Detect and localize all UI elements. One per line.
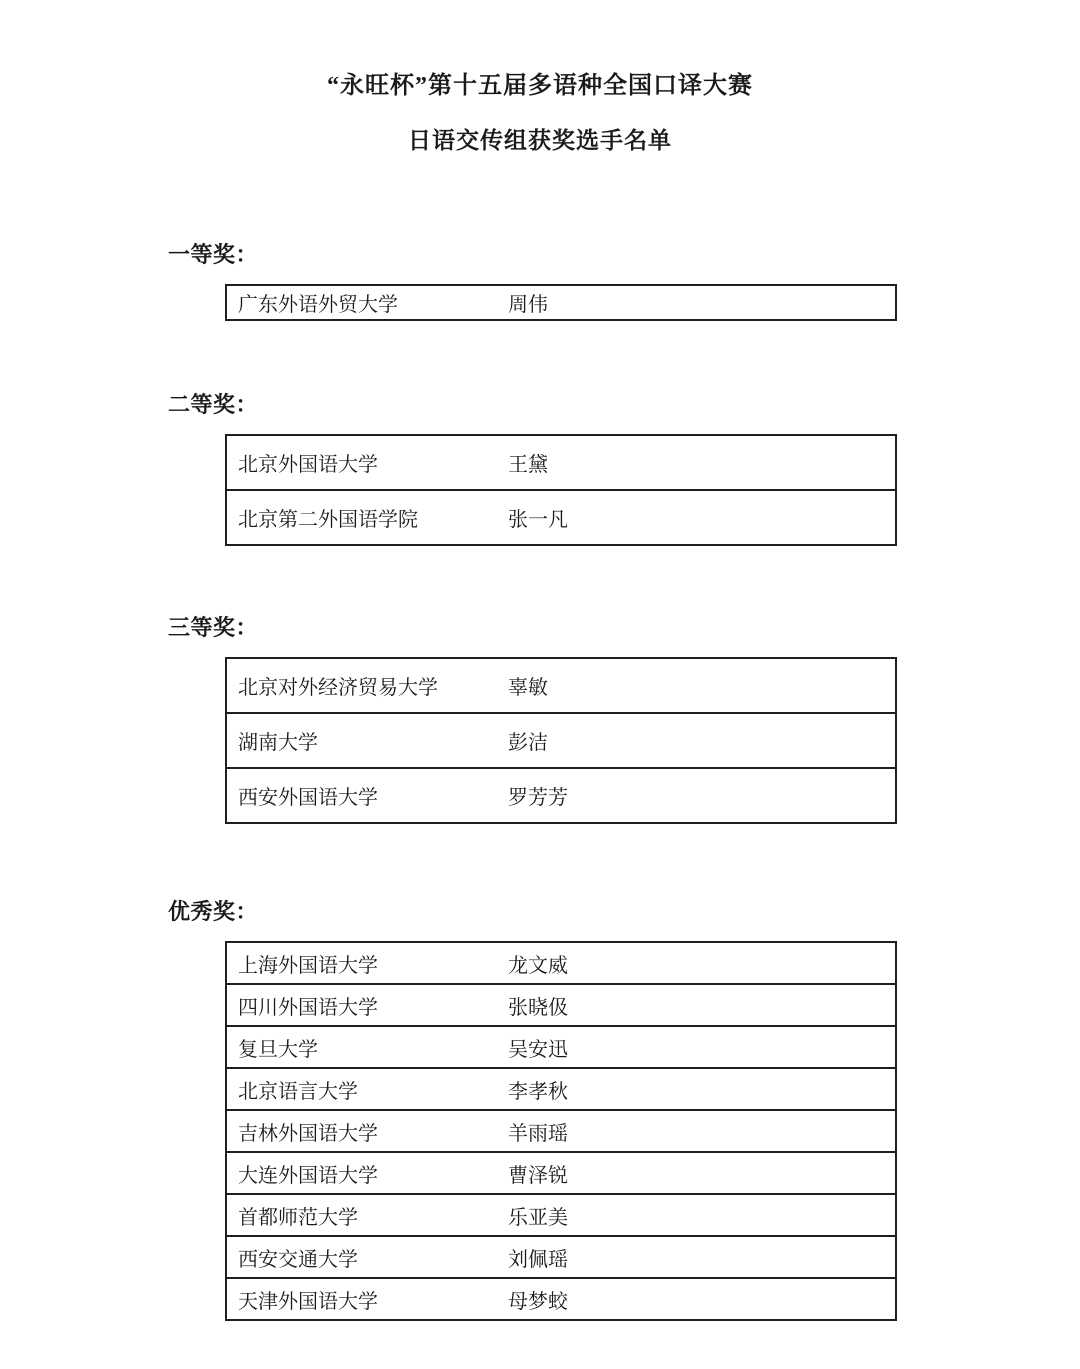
table-row — [226, 1110, 896, 1152]
table-row — [226, 984, 896, 1026]
award-section-label: 一等奖： — [168, 242, 259, 267]
winner-name-cell: 张一凡 — [506, 490, 896, 545]
table-row — [226, 285, 896, 320]
school-cell: 广东外语外贸大学 — [238, 294, 398, 316]
school-cell: 吉林外国语大学 — [226, 1110, 506, 1152]
winner-name-cell: 羊雨瑶 — [506, 1110, 896, 1152]
table-row — [226, 658, 896, 713]
school-cell: 上海外国语大学 — [238, 954, 378, 977]
award-section — [0, 900, 1080, 1321]
document-subtitle: 日语交传组获奖选手名单 — [408, 128, 672, 153]
award-table — [225, 941, 897, 1321]
award-sections — [0, 243, 1080, 1321]
document-page — [0, 72, 1080, 1321]
winner-name-cell: 李孝秋 — [506, 1068, 896, 1110]
award-section — [0, 616, 1080, 824]
award-table — [225, 434, 897, 546]
school-cell: 北京外国语大学 — [238, 454, 378, 476]
winner-name-cell: 辜敏 — [508, 677, 548, 699]
table-row — [226, 1236, 896, 1278]
winner-name-cell: 母梦蛟 — [506, 1278, 896, 1320]
winner-name-cell: 张晓伋 — [506, 984, 896, 1026]
award-section — [0, 393, 1080, 546]
award-section-label: 三等奖： — [168, 615, 259, 640]
winner-name-cell: 龙文威 — [508, 954, 568, 977]
school-cell: 湖南大学 — [226, 713, 506, 768]
table-row — [226, 490, 896, 545]
winner-name-cell: 乐亚美 — [506, 1194, 896, 1236]
winner-name-cell: 吴安迅 — [506, 1026, 896, 1068]
school-cell: 北京语言大学 — [226, 1068, 506, 1110]
winner-name-cell: 刘佩瑶 — [506, 1236, 896, 1278]
winner-name-cell: 罗芳芳 — [506, 768, 896, 823]
award-section-label: 优秀奖： — [168, 899, 259, 924]
table-row — [226, 1194, 896, 1236]
table-row — [226, 1026, 896, 1068]
school-cell: 四川外国语大学 — [226, 984, 506, 1026]
table-row — [226, 435, 896, 490]
table-row — [226, 942, 896, 984]
school-cell: 北京第二外国语学院 — [226, 490, 506, 545]
table-row — [226, 1068, 896, 1110]
table-row — [226, 768, 896, 823]
award-table — [225, 284, 897, 321]
award-section — [0, 243, 1080, 321]
table-row — [226, 1152, 896, 1194]
table-row — [226, 713, 896, 768]
table-row — [226, 1278, 896, 1320]
school-cell: 大连外国语大学 — [226, 1152, 506, 1194]
winner-name-cell: 彭洁 — [506, 713, 896, 768]
school-cell: 北京对外经济贸易大学 — [238, 677, 438, 699]
school-cell: 复旦大学 — [226, 1026, 506, 1068]
winner-name-cell: 周伟 — [508, 294, 548, 316]
school-cell: 西安外国语大学 — [226, 768, 506, 823]
school-cell: 西安交通大学 — [226, 1236, 506, 1278]
award-table — [225, 657, 897, 824]
winner-name-cell: 王黛 — [508, 454, 548, 476]
school-cell: 天津外国语大学 — [226, 1278, 506, 1320]
winner-name-cell: 曹泽锐 — [506, 1152, 896, 1194]
document-title: “永旺杯”第十五届多语种全国口译大赛 — [327, 73, 753, 99]
award-section-label: 二等奖： — [168, 392, 259, 417]
school-cell: 首都师范大学 — [226, 1194, 506, 1236]
